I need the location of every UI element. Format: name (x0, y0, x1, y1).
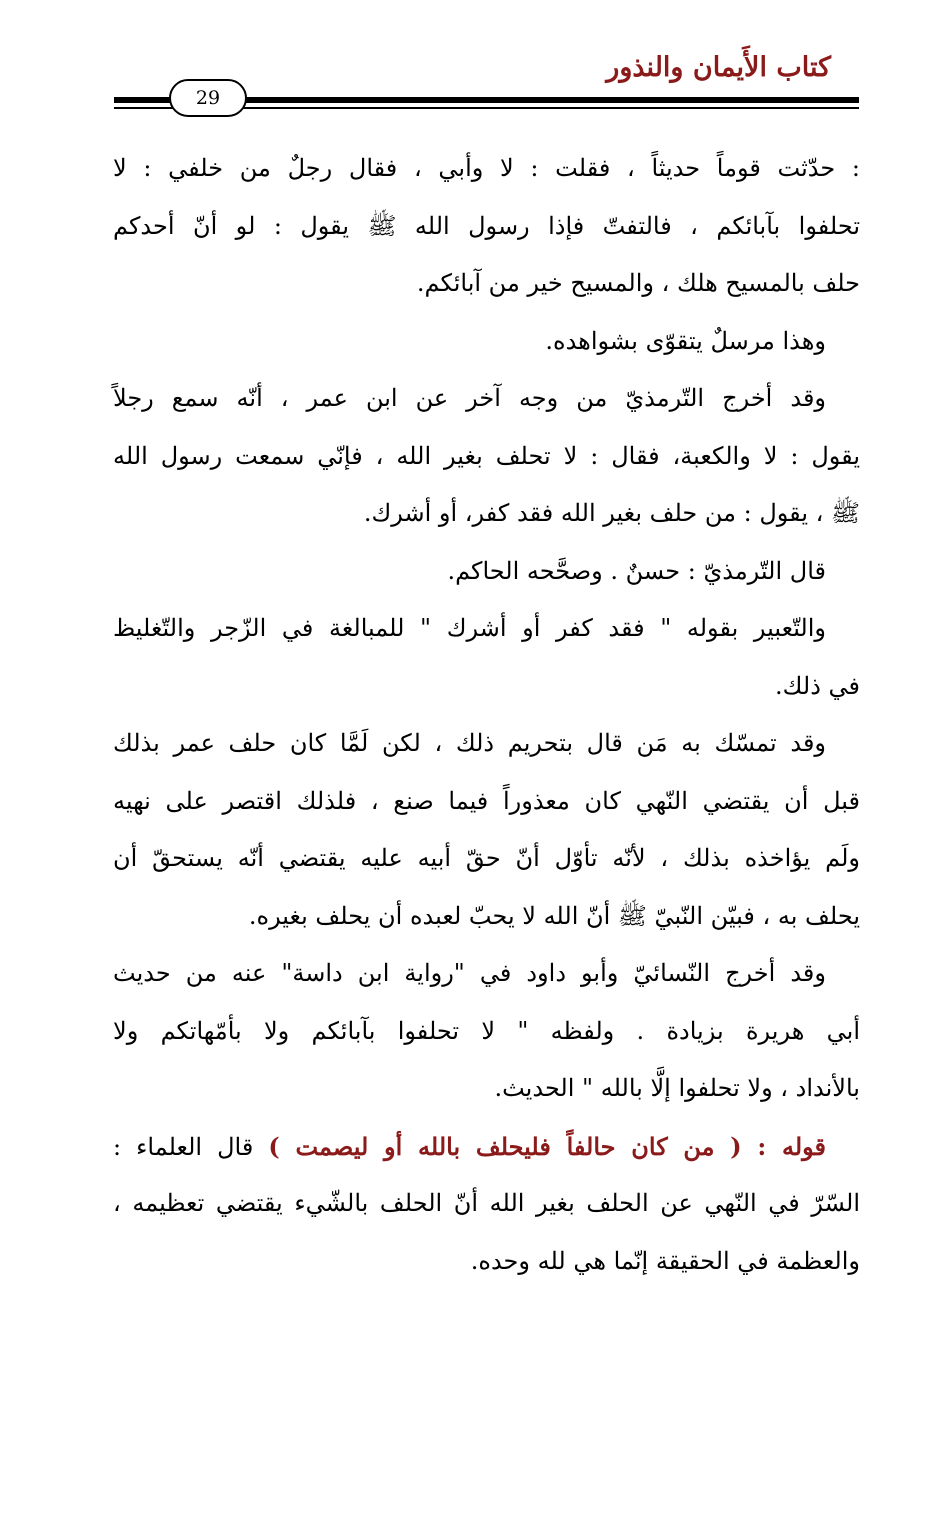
text-line: في ذلك. (775, 671, 860, 700)
text-line: ولَم يؤاخذه بذلك ، لأنّه تأوّل أنّ حقّ أبيه عليه يقتضي أنّه يستحقّ أن (113, 844, 860, 872)
text-line: قال التّرمذيّ : حسنٌ . وصحَّحه الحاكم. (447, 556, 826, 585)
text-line: وهذا مرسلٌ يتقوّى بشواهده. (545, 326, 826, 355)
page-number: 29 (169, 79, 247, 117)
text-line: يقول : لا والكعبة، فقال : لا تحلف بغير الله ، فإنّي سمعت رسول الله (113, 441, 861, 470)
text-line: تحلفوا بآبائكم ، فالتفتّ فإذا رسول الله ﷺ يقول : لو أنّ أحدكم (113, 211, 860, 240)
text-line: وقد أخرج التّرمذيّ من وجه آخر عن ابن عمر ، أنّه سمع رجلاً (113, 384, 826, 412)
text-line: والتّعبير بقوله " فقد كفر أو أشرك " للمبالغة في الزّجر والتّغليظ (113, 614, 826, 642)
text-line: أبي هريرة بزيادة . ولفظه " لا تحلفوا بآبائكم ولا بأمّهاتكم ولا (113, 1016, 860, 1045)
book-title: كتاب الأَيمان والنذور (606, 52, 831, 83)
text-line: يحلف به ، فبيّن النّبيّ ﷺ أنّ الله لا يحبّ لعبده أن يحلف بغيره. (248, 901, 860, 930)
text-line: وقد تمسّك به مَن قال بتحريم ذلك ، لكن لَمَّا كان حلف عمر بذلك (113, 729, 826, 757)
text-line (113, 1118, 860, 1176)
body-text (113, 140, 860, 1290)
text-line: بالأنداد ، ولا تحلفوا إلَّا بالله " الحديث. (494, 1074, 860, 1102)
text-line: حلف بالمسيح هلك ، والمسيح خير من آبائكم. (416, 269, 860, 297)
text-line: والعظمة في الحقيقة إنّما هي لله وحده. (470, 1246, 860, 1275)
text-line: ﷺ ، يقول : من حلف بغير الله فقد كفر، أو أشرك. (363, 499, 860, 527)
heading-tail: قال العلماء : (113, 1132, 269, 1161)
section-heading: قوله : ( من كان حالفاً فليحلف بالله أو ليصمت ) (268, 1131, 827, 1161)
text-line: قبل أن يقتضي النّهي كان معذوراً فيما صنع ، فلذلك اقتصر على نهيه (113, 786, 860, 815)
text-line: وقد أخرج النّسائيّ وأبو داود في "رواية ابن داسة" عنه من حديث (113, 959, 826, 987)
text-line: : حدّثت قوماً حديثاً ، فقلت : لا وأبي ، فقال رجلٌ من خلفي : لا (113, 154, 860, 182)
text-line: السّرّ في النّهي عن الحلف بغير الله أنّ الحلف بالشّيء يقتضي تعظيمه ، (113, 1189, 860, 1217)
